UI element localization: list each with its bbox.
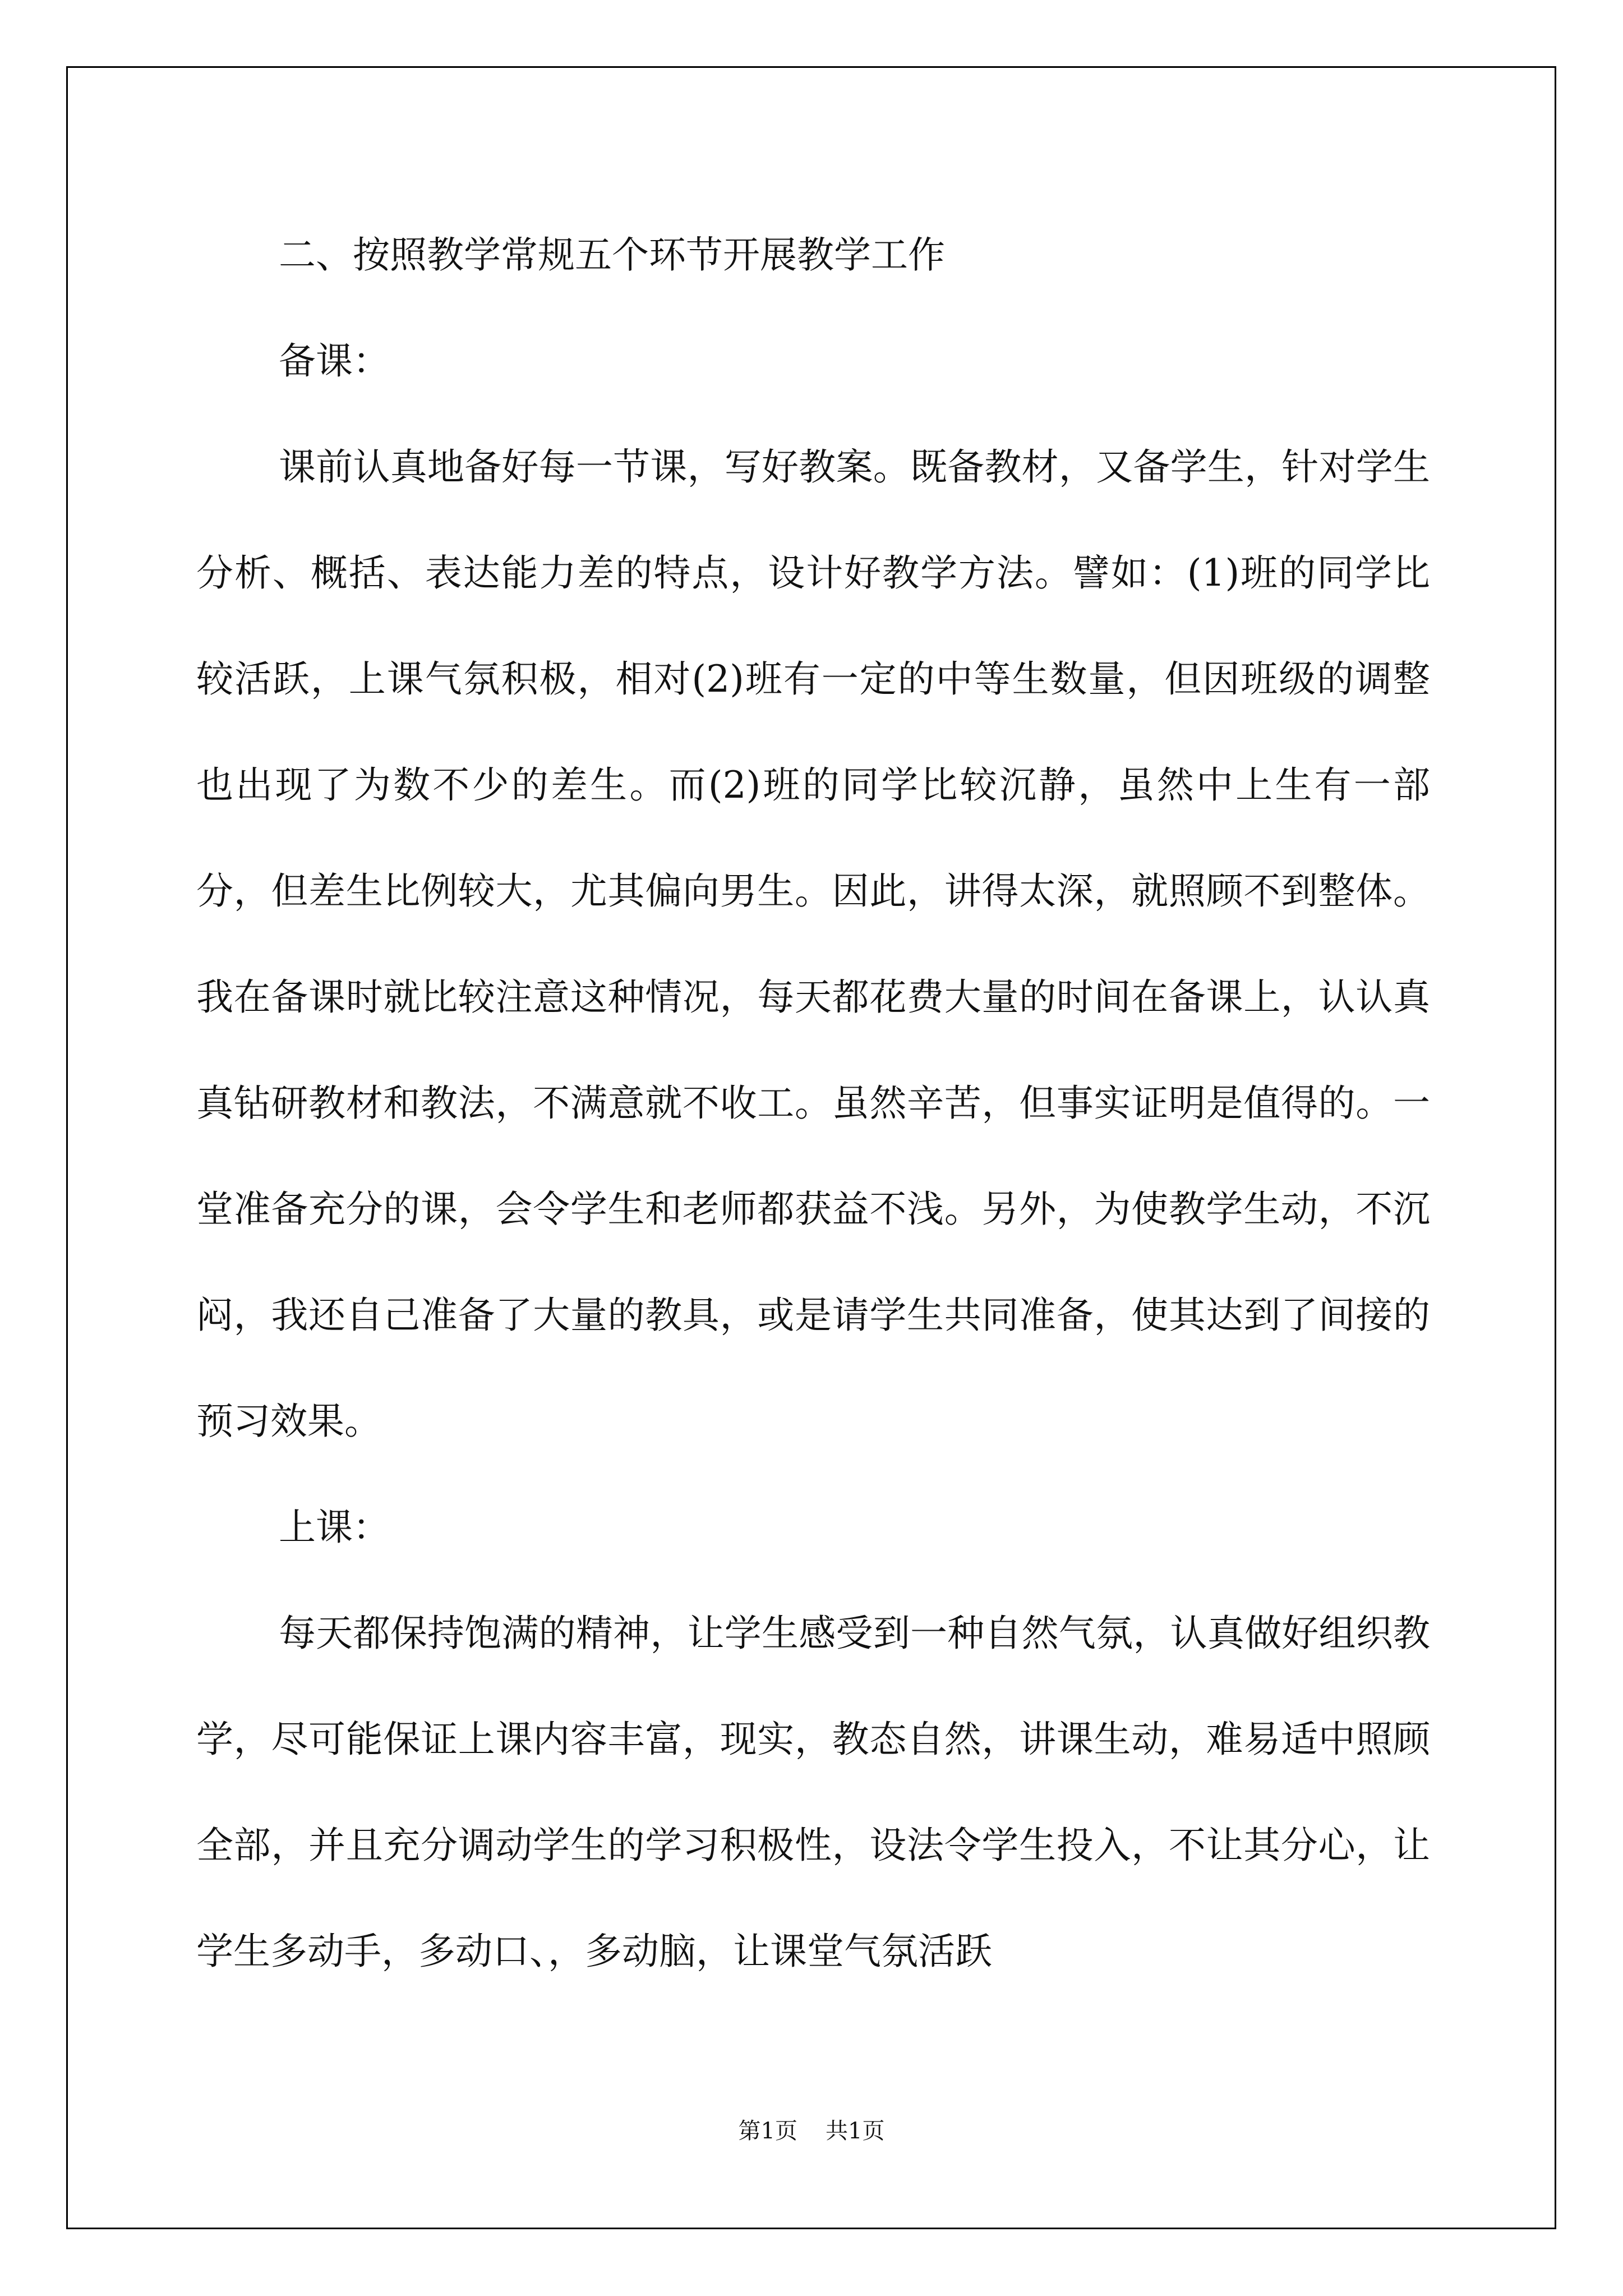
- page-number: 第1页: [738, 2118, 797, 2144]
- subheading-class: 上课：: [279, 1506, 390, 1549]
- section-heading: 二、按照教学常规五个环节开展教学工作: [279, 233, 945, 277]
- page-total: 共1页: [826, 2118, 885, 2144]
- page-footer: [0, 2113, 1623, 2145]
- subheading-lesson-prep: 备课：: [279, 339, 390, 383]
- paragraph-lesson-prep: 课前认真地备好每一节课，写好教案。既备教材，又备学生，针对学生分析、概括、表达能力差的特点，设计好教学方法。譬如：(1)班的同学比较活跃，上课气氛积极，相对(2)班有一定的中等生数量，但因班级的调整也出现了为数不少的差生。而(2)班的同学比较沉静，虽然中上生有一部分，但差生比例较大，尤其偏向男生。因此，讲得太深，就照顾不到整体。我在备课时就比较注意这种情况，每天都花费大量的时间在备课上，认认真真钻研教材和教法，不满意就不收工。虽然辛苦，但事实证明是值得的。一堂准备充分的课，会令学生和老师都获益不浅。另外，为使教学生动，不沉闷，我还自己准备了大量的教具，或是请学生共同准备，使其达到了间接的预习效果。: [196, 445, 1430, 1443]
- paragraph-class: 每天都保持饱满的精神，让学生感受到一种自然气氛，认真做好组织教学，尽可能保证上课内容丰富，现实，教态自然，讲课生动，难易适中照顾全部，并且充分调动学生的学习积极性，设法令学生投入，不让其分心，让学生多动手，多动口、，多动脑，让课堂气氛活跃: [196, 1612, 1430, 1973]
- document-body: [196, 202, 1430, 2004]
